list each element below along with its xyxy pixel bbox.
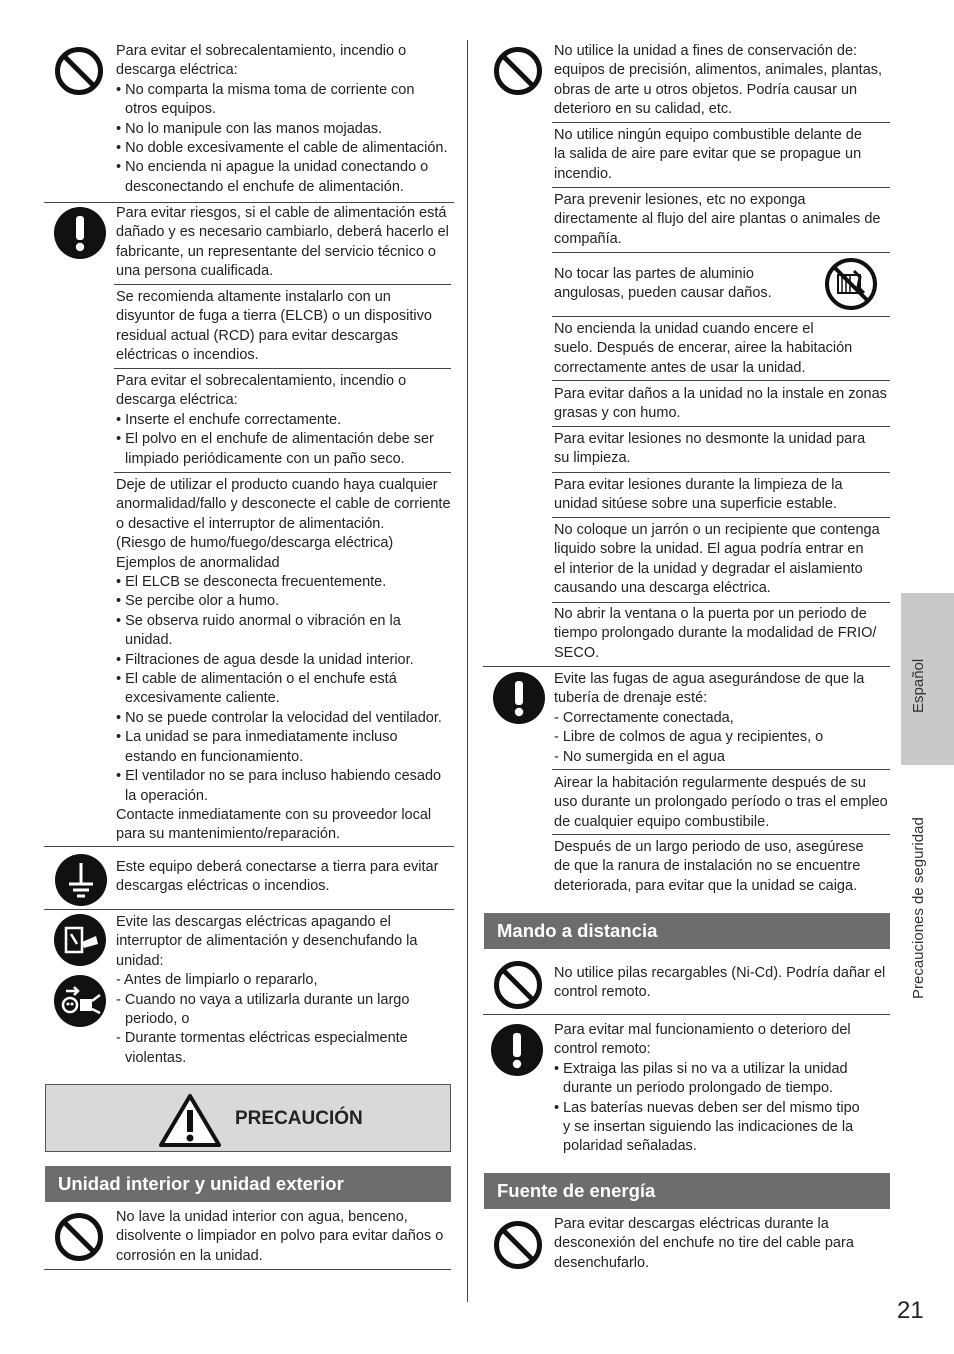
language-label: Español bbox=[910, 658, 927, 713]
text-line: el interior de la unidad y degradar el aislamiento bbox=[554, 560, 863, 577]
prohibition-icon bbox=[493, 1220, 543, 1270]
text-line: unidad sitúese sobre una superficie estable. bbox=[554, 496, 837, 513]
text-line: • No se puede controlar la velocidad del ventilador. bbox=[116, 709, 442, 726]
text-block bbox=[116, 1208, 456, 1266]
section-header-mando: Mando a distancia bbox=[484, 913, 890, 949]
section-label: Precauciones de seguridad bbox=[910, 817, 927, 999]
text-line: correctamente antes de usar la unidad. bbox=[554, 359, 806, 376]
text-line: durante un periodo prolongado de tiempo. bbox=[563, 1080, 834, 1097]
text-line: • Se observa ruido anormal o vibración en la bbox=[116, 612, 401, 629]
text-block bbox=[554, 126, 894, 184]
text-line: excesivamente caliente. bbox=[125, 690, 280, 707]
text-block bbox=[554, 605, 894, 663]
switch-off-icon bbox=[54, 914, 106, 966]
text-line: para su mantenimiento/reparación. bbox=[116, 826, 341, 843]
text-block bbox=[116, 372, 456, 469]
text-line: obras de arte u otros objetos. Podría causar un bbox=[554, 81, 858, 98]
text-line: estando en funcionamiento. bbox=[125, 748, 304, 765]
text-line: • El ventilador no se para incluso habiendo cesado bbox=[116, 768, 442, 785]
text-line: Para evitar daños a la unidad no la instale en zonas bbox=[554, 386, 887, 402]
text-line: descargas eléctricas o incendios. bbox=[116, 878, 330, 895]
divider bbox=[483, 1014, 890, 1015]
warning-triangle-icon bbox=[158, 1092, 222, 1148]
text-line: disyuntor de fuga a tierra (ELCB) o un dispositivo bbox=[116, 308, 432, 325]
text-line: Para evitar descargas eléctricas durante la bbox=[554, 1216, 829, 1232]
text-line: • Filtraciones de agua desde la unidad interior. bbox=[116, 651, 414, 668]
text-line: compañía. bbox=[554, 230, 622, 247]
divider bbox=[552, 380, 890, 381]
text-block bbox=[554, 670, 894, 767]
text-line: • No comparta la misma toma de corriente con bbox=[116, 81, 415, 98]
text-line: polaridad señaladas. bbox=[563, 1138, 697, 1155]
text-line: la operación. bbox=[125, 787, 209, 804]
divider bbox=[552, 426, 890, 427]
text-block bbox=[554, 1215, 894, 1273]
divider bbox=[552, 122, 890, 123]
page-number: 21 bbox=[897, 1297, 924, 1324]
section-header-unidad: Unidad interior y unidad exterior bbox=[45, 1166, 451, 1202]
text-line: Para evitar mal funcionamiento o deterioro del bbox=[554, 1022, 851, 1038]
text-line: desconexión del enchufe no tire del cable para bbox=[554, 1235, 854, 1252]
text-line: su limpieza. bbox=[554, 450, 631, 467]
text-line: Ejemplos de anormalidad bbox=[116, 554, 280, 571]
text-block bbox=[116, 858, 456, 897]
text-line: dañado y es necesario cambiarlo, deberá hacerlo el bbox=[116, 224, 449, 241]
divider bbox=[552, 187, 890, 188]
text-line: Para evitar el sobrecalentamiento, incendio o bbox=[116, 373, 407, 389]
divider bbox=[44, 202, 454, 203]
caution-label: PRECAUCIÓN bbox=[235, 1108, 363, 1129]
text-line: No utilice la unidad a fines de conservación de: bbox=[554, 43, 858, 59]
text-line: directamente al flujo del aire plantas o animales de bbox=[554, 211, 881, 228]
caution-box bbox=[45, 1084, 451, 1152]
text-block bbox=[554, 521, 894, 599]
text-block bbox=[116, 42, 456, 197]
text-line: disolvente o limpiador en polvo para evitar daños o bbox=[116, 1228, 444, 1245]
text-line: unidad: bbox=[116, 952, 164, 969]
text-line: control remoto: bbox=[554, 1041, 651, 1058]
mandatory-action-icon bbox=[493, 672, 545, 724]
text-block bbox=[554, 42, 894, 120]
text-line: o desactive el interruptor de alimentación. bbox=[116, 515, 385, 532]
text-line: desconectando el enchufe de alimentación. bbox=[125, 178, 404, 195]
text-line: • El cable de alimentación o el enchufe está bbox=[116, 671, 397, 688]
text-line: • La unidad se para inmediatamente incluso bbox=[116, 729, 398, 746]
text-line: No lave la unidad interior con agua, benceno, bbox=[116, 1209, 408, 1225]
text-line: suelo. Después de encerar, airee la habitación bbox=[554, 340, 853, 357]
divider bbox=[552, 602, 890, 603]
text-line: • No doble excesivamente el cable de alimentación. bbox=[116, 140, 448, 157]
text-line: (Riesgo de humo/fuego/descarga eléctrica) bbox=[116, 535, 394, 552]
text-line: - Cuando no vaya a utilizarla durante un largo bbox=[116, 991, 410, 1008]
text-line: - No sumergida en el agua bbox=[554, 748, 725, 765]
divider bbox=[552, 472, 890, 473]
divider bbox=[114, 284, 451, 285]
divider bbox=[114, 368, 451, 369]
text-line: violentas. bbox=[125, 1049, 187, 1066]
section-header-fuente: Fuente de energía bbox=[484, 1173, 890, 1209]
text-block bbox=[116, 476, 456, 845]
text-line: grasas y con humo. bbox=[554, 405, 681, 422]
text-block bbox=[554, 1021, 894, 1157]
divider bbox=[483, 666, 890, 667]
text-line: incendio. bbox=[554, 165, 613, 182]
text-line: • Las baterías nuevas deben ser del mismo tipo bbox=[554, 1099, 860, 1116]
text-line: residual actual (RCD) para evitar descargas bbox=[116, 327, 399, 344]
text-line: • No encienda ni apague la unidad conectando o bbox=[116, 159, 429, 176]
text-line: No utilice pilas recargables (Ni-Cd). Podría dañar el bbox=[554, 965, 886, 981]
text-line: desenchufarlo. bbox=[554, 1254, 650, 1271]
text-line: Evite las descargas eléctricas apagando el bbox=[116, 914, 391, 930]
text-line: Deje de utilizar el producto cuando haya cualquier bbox=[116, 477, 438, 493]
text-line: tiempo prolongado durante la modalidad de FRIO/ bbox=[554, 625, 877, 642]
text-block bbox=[554, 385, 894, 424]
text-line: • Se percibe olor a humo. bbox=[116, 593, 280, 610]
text-line: una persona cualificada. bbox=[116, 263, 274, 280]
text-block bbox=[554, 964, 894, 1003]
text-line: equipos de precisión, alimentos, animales, plantas, bbox=[554, 62, 883, 79]
text-line: Para evitar riesgos, si el cable de alimentación está bbox=[116, 205, 447, 221]
text-line: tubería de drenaje esté: bbox=[554, 690, 708, 707]
text-block bbox=[554, 430, 894, 469]
text-line: uso durante un prolongado período o tras el empleo bbox=[554, 794, 888, 811]
divider bbox=[552, 252, 890, 253]
text-line: interruptor de alimentación y desenchufando la bbox=[116, 933, 418, 950]
text-line: limpiado periódicamente con un paño seco. bbox=[125, 450, 405, 467]
divider bbox=[552, 834, 890, 835]
text-line: • No lo manipule con las manos mojadas. bbox=[116, 120, 383, 137]
text-block bbox=[554, 774, 894, 832]
mandatory-action-icon bbox=[491, 1024, 543, 1076]
text-line: de que la ranura de instalación no se encuentre bbox=[554, 858, 861, 875]
text-line: unidad. bbox=[125, 632, 173, 649]
text-block bbox=[554, 838, 894, 896]
divider bbox=[552, 769, 890, 770]
text-block bbox=[554, 191, 894, 249]
text-line: SECO. bbox=[554, 644, 600, 661]
text-line: anormalidad/fallo y desconecte el cable de corriente bbox=[116, 496, 451, 513]
prohibition-icon bbox=[54, 1212, 104, 1262]
text-line: eléctricas o incendios. bbox=[116, 347, 259, 364]
text-line: deterioro en su calidad, etc. bbox=[554, 101, 733, 118]
text-line: Airear la habitación regularmente después de su bbox=[554, 775, 866, 791]
text-line: No tocar las partes de aluminio bbox=[554, 266, 754, 282]
text-line: - Libre de colmos de agua y recipientes, o bbox=[554, 729, 824, 746]
text-block bbox=[116, 913, 456, 1068]
text-block bbox=[554, 476, 894, 515]
text-line: Para evitar el sobrecalentamiento, incendio o bbox=[116, 43, 407, 59]
text-line: liquido sobre la unidad. El agua podría entrar en bbox=[554, 541, 864, 558]
text-line: deteriorada, para evitar que la unidad se caiga. bbox=[554, 877, 858, 894]
divider bbox=[44, 846, 454, 847]
text-block bbox=[116, 288, 456, 366]
text-line: • Inserte el enchufe correctamente. bbox=[116, 411, 342, 428]
text-line: No utilice ningún equipo combustible delante de bbox=[554, 127, 862, 143]
text-line: Contacte inmediatamente con su proveedor local bbox=[116, 806, 432, 823]
prohibition-icon bbox=[54, 46, 104, 96]
prohibition-icon bbox=[493, 46, 543, 96]
text-line: otros equipos. bbox=[125, 101, 217, 118]
text-line: No coloque un jarrón o un recipiente que contenga bbox=[554, 522, 880, 538]
divider bbox=[552, 517, 890, 518]
text-line: - Antes de limpiarlo o repararlo, bbox=[116, 972, 318, 989]
text-line: Para prevenir lesiones, etc no exponga bbox=[554, 192, 806, 208]
text-line: No abrir la ventana o la puerta por un periodo de bbox=[554, 606, 867, 622]
text-line: corrosión en la unidad. bbox=[116, 1247, 263, 1264]
text-line: angulosas, pueden causar daños. bbox=[554, 285, 772, 302]
text-block bbox=[554, 320, 894, 378]
no-touch-aluminium-fins-icon bbox=[824, 257, 878, 311]
text-line: causando una descarga eléctrica. bbox=[554, 580, 771, 597]
text-line: No encienda la unidad cuando encere el bbox=[554, 321, 814, 337]
text-block bbox=[554, 265, 814, 304]
text-line: fabricante, un representante del servicio técnico o bbox=[116, 243, 436, 260]
text-line: y se insertan siguiendo las indicaciones de la bbox=[563, 1119, 854, 1136]
text-line: de cualquier equipo combustibile. bbox=[554, 813, 770, 830]
column-divider bbox=[467, 40, 468, 1302]
text-line: Para evitar lesiones durante la limpieza de la bbox=[554, 477, 843, 493]
divider bbox=[44, 909, 454, 910]
text-line: Evite las fugas de agua asegurándose de que la bbox=[554, 671, 865, 687]
text-line: • Extraiga las pilas si no va a utilizar la unidad bbox=[554, 1060, 848, 1077]
text-line: - Correctamente conectada, bbox=[554, 709, 734, 726]
divider bbox=[44, 1269, 451, 1270]
text-line: Después de un largo periodo de uso, asegúrese bbox=[554, 839, 864, 855]
text-line: control remoto. bbox=[554, 984, 651, 1001]
text-line: Se recomienda altamente instalarlo con un bbox=[116, 289, 391, 305]
text-line: - Durante tormentas eléctricas especialmente bbox=[116, 1030, 408, 1047]
divider bbox=[552, 316, 890, 317]
text-line: descarga eléctrica: bbox=[116, 62, 238, 79]
text-block bbox=[116, 204, 456, 282]
prohibition-icon bbox=[493, 960, 543, 1010]
unplug-icon bbox=[54, 975, 106, 1027]
text-line: • El ELCB se desconecta frecuentemente. bbox=[116, 574, 387, 591]
text-line: Para evitar lesiones no desmonte la unidad para bbox=[554, 431, 866, 447]
text-line: periodo, o bbox=[125, 1011, 190, 1028]
text-line: la salida de aire pare evitar que se propague un bbox=[554, 146, 862, 163]
divider bbox=[114, 472, 451, 473]
text-line: descarga eléctrica: bbox=[116, 392, 238, 409]
text-line: Este equipo deberá conectarse a tierra para evitar bbox=[116, 859, 439, 875]
text-line: • El polvo en el enchufe de alimentación debe ser bbox=[116, 431, 434, 448]
ground-icon bbox=[55, 854, 107, 906]
mandatory-action-icon bbox=[54, 207, 106, 259]
